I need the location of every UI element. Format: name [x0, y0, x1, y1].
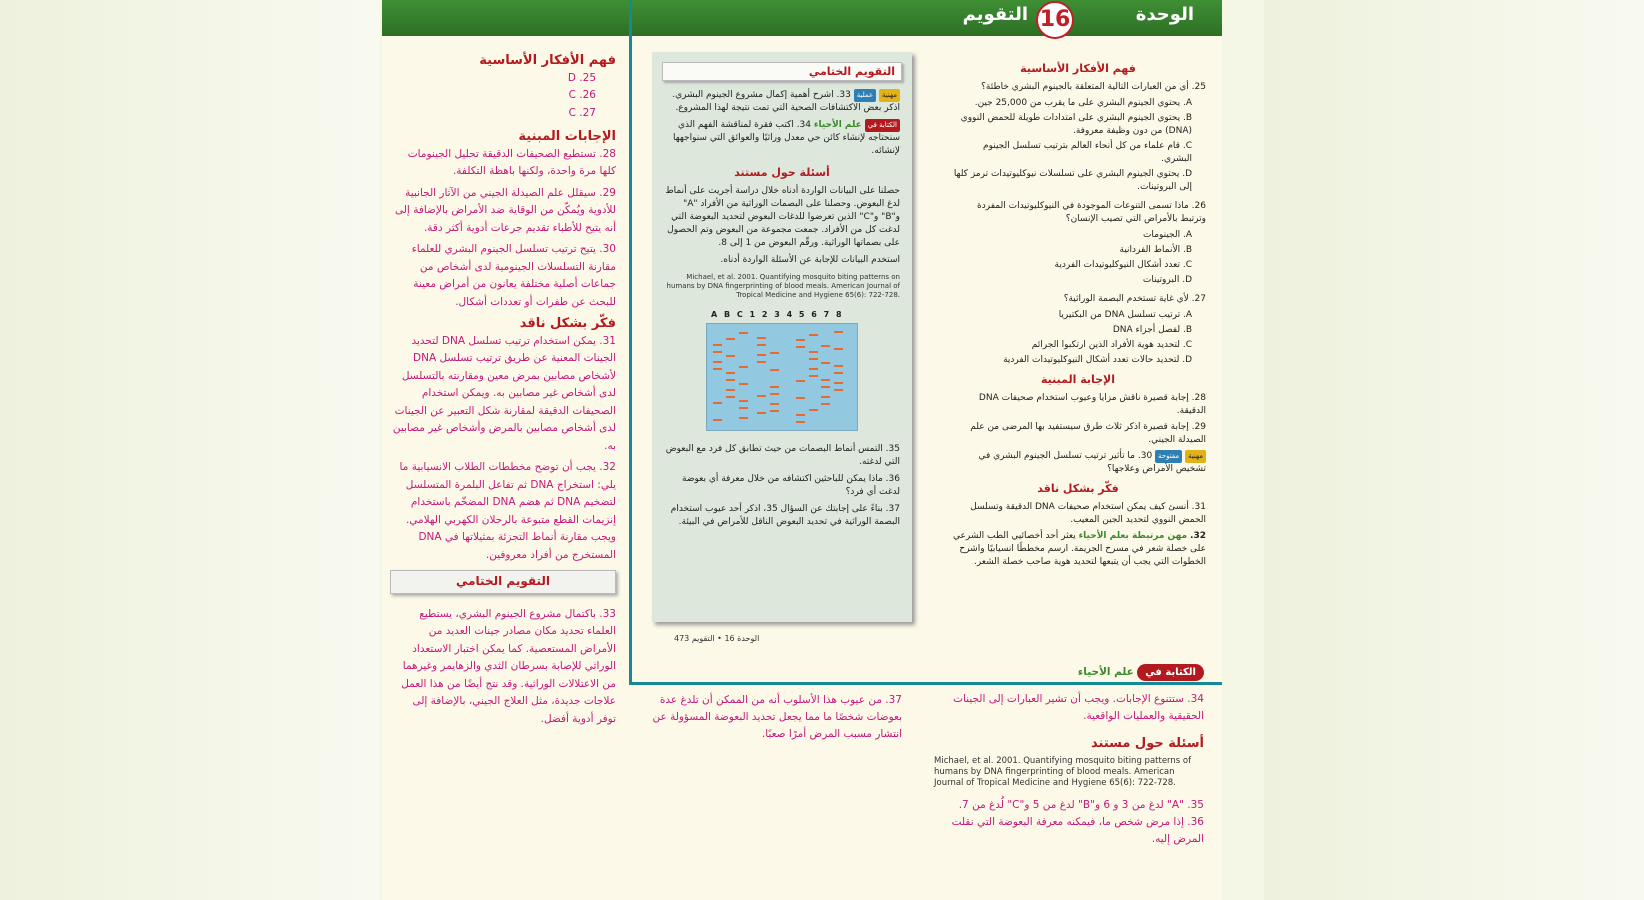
answers-heading-critical: فكّر بشكل ناقد — [519, 316, 616, 331]
questions-heading-critical: فكّر بشكل ناقد — [1037, 482, 1119, 495]
question-30: مهنية مفتوحة 30. ما تأثير ترتيب تسلسل الجينوم البشري في تشخيص الأمراض وعلاجها؟ — [978, 451, 1206, 474]
answer-34: 34. ستتنوع الإجابات. ويجب أن تشير العبارات إلى الجينات الحقيقية والعمليات الواقعية. — [953, 693, 1204, 722]
header-bar — [630, 0, 1222, 36]
gel-band — [726, 389, 735, 391]
gel-band — [796, 421, 805, 423]
gel-band — [739, 400, 748, 402]
option: B. يحتوي الجينوم البشري على امتدادات طويلة للحمض النووي (DNA) من دون وظيفة معروفة. — [960, 113, 1192, 136]
assessment-card — [652, 52, 912, 622]
gel-band — [713, 402, 722, 404]
gel-band — [757, 344, 766, 346]
answer-33: 33. باكتمال مشروع الجينوم البشري، يستطيع العلماء تحديد مكان مصادر جينات العديد من الأمراض المستعصية. كما يمكن اختبار الاستعداد الوراثي للإصابة بسرطان الثدي والزهايمر وغيرهما من الاعتلالات الوراثية. وقد نتج أيضًا من هذا العمل علاجات جديدة، مثل العلاج الجيني، بالإضافة إلى توفر أدوية أفضل. — [401, 607, 616, 725]
option: C. لتحديد هوية الأفراد الذين ارتكبوا الجرائم — [1031, 340, 1192, 350]
option: D. لتحديد حالات تعدد أشكال النيوكليوتيدات الفردية — [1003, 355, 1192, 365]
gel-band — [757, 361, 766, 363]
dbq-title: أسئلة حول مستند — [734, 166, 830, 179]
gel-band — [726, 355, 735, 357]
gel-band — [821, 379, 830, 381]
q34-tag: الكتابة في — [865, 119, 900, 132]
gel-band — [739, 417, 748, 419]
gel-band — [834, 372, 843, 374]
mc-answer: D .25 — [567, 71, 596, 84]
gel-band — [796, 339, 805, 341]
gel-band — [834, 331, 843, 333]
dbq-use: استخدم البيانات للإجابة عن الأسئلة الواردة أدناه. — [720, 255, 900, 265]
answer-29: 29. سيقلل علم الصيدلة الجيني من الآثار الجانبية للأدوية ويُمكّن من الوقاية ضد الأمراض بالإضافة إلى أنه يتيح للأطباء تقديم جرعات أدوية أكثر دقة. — [394, 186, 616, 234]
gel-band — [821, 386, 830, 388]
gel-band — [834, 365, 843, 367]
mc-answer: C .26 — [568, 89, 596, 101]
gel-band — [726, 372, 735, 374]
answer-30: 30. يتيح ترتيب تسلسل الجينوم البشري للعلماء مقارنة التسلسلات الجينومية لدى أشخاص من جماعات أصلية مختلفة يعانون من أمراض معينة للبحث عن طفرات أو تعددات أشكال. — [411, 243, 616, 308]
gel-band — [821, 396, 830, 398]
answer-35: 35. "A" لدغ من 3 و 6 و"B" لدغ من 5 و"C" لُدغ من 7. — [958, 799, 1204, 811]
question-33: مهنية عملية 33. اشرح أهمية إكمال مشروع الجينوم البشري. اذكر بعض الاكتشافات الصحية التي تمت نتيجة لهذا المشروع. — [672, 90, 900, 113]
answer-32: 32. يجب أن توضح مخططات الطلاب الانسيابية ما يلي: استخراج DNA ثم تفاعل البلمرة المتسلسل لتضخيم DNA ثم هضم DNA المضخّم باستخدام إنزيمات القطع متبوعة بالرحلان الكهربي الهلامي. ويجب مقارنة أنماط التجزئة بمثيلاتها في DNA المستخرج من أفراد معروفين. — [399, 461, 616, 561]
question-25: 25. أي من العبارات التالية المتعلقة بالجينوم البشري خاطئة؟ — [981, 82, 1206, 92]
gel-band — [796, 380, 805, 382]
gel-band — [770, 393, 779, 395]
q34-link: علم الأحياء — [813, 120, 862, 130]
gel-lane-labels: A B C 1 2 3 4 5 6 7 8 — [711, 310, 844, 319]
gel-band — [726, 396, 735, 398]
gel-band — [809, 358, 818, 360]
mc-answer: C .27 — [568, 106, 596, 119]
question-37: 37. بناءً على إجابتك عن السؤال 35، اذكر أحد عيوب استخدام البصمة الوراثية في تحديد البعوض الناقل للأمراض في البيئة. — [670, 504, 900, 527]
bottom-answers — [934, 664, 1204, 848]
gel-band — [809, 368, 818, 370]
questions-heading-main-ideas: فهم الأفكار الأساسية — [1020, 62, 1136, 75]
question-29: 29. إجابة قصيرة اذكر ثلاث طرق سيستفيد بها المرضى من علم الصيدلة الجيني. — [970, 422, 1206, 445]
option: B. الأنماط الفردانية — [1119, 245, 1192, 255]
teal-divider-vertical — [629, 0, 632, 684]
gel-band — [739, 332, 748, 334]
q33-tag2: عملية — [854, 89, 876, 102]
question-35: 35. التمس أنماط البصمات من حيث تطابق كل فرد مع البعوض التي لدغته. — [665, 444, 900, 467]
gel-band — [757, 354, 766, 356]
gel-band — [770, 352, 779, 354]
page-footer: الوحدة 16 • التقويم 473 — [674, 634, 760, 643]
dbq-text: حصلنا على البيانات الواردة أدناه خلال دراسة أجريت على أنماط لدغ البعوض. وحصلنا على البصمات الوراثية من الأفراد "A" و"B" و"C" الذين تعرضوا للدغات البعوض لتحديد البعوضة التي لدغت كل من الأفراد. جمعت مجموعة من البعوض وتم الحصول على بصماتها الوراثية. ورقّم البعوض من 1 إلى 8. — [665, 186, 900, 248]
gel-band — [770, 410, 779, 412]
dbq-citation: Michael, et al. 2001. Quantifying mosquito biting patterns on humans by DNA fingerprinting of blood meals. American Journal of Tropical Medicine and Hygiene 65(6): 722-728. — [666, 273, 900, 299]
questions-column — [950, 56, 1206, 572]
answers-heading-constructed: الإجابات المبنية — [518, 129, 616, 144]
gel-band — [821, 403, 830, 405]
question-31: 31. أنسئ كيف يمكن استخدام صحيفات DNA الدقيقة وتسلسل الحمض النووي لتحديد الجين المعيب. — [970, 502, 1206, 525]
gel-band — [796, 346, 805, 348]
gel-band — [809, 409, 818, 411]
bottom-citation: Michael, et al. 2001. Quantifying mosquito biting patterns of humans by DNA fingerprinting of blood meals. American Journal of Tropical Medicine and Hygiene 65(6): 722-728. — [934, 756, 1192, 788]
gel-band — [834, 389, 843, 391]
unit-label: الوحدة — [1135, 4, 1194, 25]
final-assessment-tab: التقويم الختامي — [390, 570, 616, 594]
answer-36: 36. إذا مرض شخص ما، فيمكنه معرفة البعوضة التي نقلت المرض إليه. — [951, 816, 1204, 845]
writing-pill: الكتابة في — [1137, 664, 1204, 681]
gel-band — [713, 361, 722, 363]
unit-number-badge: 16 — [1036, 1, 1074, 39]
option: A. ترتيب تسلسل DNA من البكتيريا — [1058, 310, 1192, 320]
gel-band — [739, 366, 748, 368]
bottom-dbq-title: أسئلة حول مستند — [1091, 736, 1204, 751]
gel-band — [796, 414, 805, 416]
gel-band — [757, 337, 766, 339]
question-32: 32. مهن مرتبطة بعلم الأحياء يعثر أحد أخصائيي الطب الشرعي على خصلة شعر في مسرح الجريمة. ارسم مخططًا انسيابيًا واشرح الخطوات التي يجب أن يتبعها لتحديد هوية صاحب خصلة الشعر. — [953, 531, 1206, 567]
gel-band — [726, 379, 735, 381]
unit-title: التقويم — [962, 4, 1028, 25]
gel-band — [713, 351, 722, 353]
question-28: 28. إجابة قصيرة ناقش مزايا وعيوب استخدام صحيفات DNA الدقيقة. — [978, 393, 1206, 416]
q33-tag: مهنية — [879, 89, 900, 102]
gel-band — [713, 344, 722, 346]
gel-band — [770, 369, 779, 371]
gel-band — [770, 403, 779, 405]
questions-heading-constructed: الإجابة المبنية — [1040, 373, 1116, 386]
dna-gel-image — [706, 323, 858, 431]
answers-heading-main-ideas: فهم الأفكار الأساسية — [479, 53, 616, 68]
careers-link: مهن مرتبطة بعلم الأحياء — [1078, 531, 1188, 541]
q30-tag2: مفتوحة — [1155, 450, 1182, 463]
gel-band — [739, 407, 748, 409]
textbook-page — [382, 0, 1222, 900]
question-26: 26. ماذا تسمى التنوعات الموجودة في النيوكليوتيدات المفردة وترتبط بالأمراض التي تصيب الإنسان؟ — [977, 201, 1206, 224]
option: D. يحتوي الجينوم البشري على تسلسلات نيوكليوتيدات ترمز كلها إلى البروتينات. — [953, 169, 1192, 192]
biology-label: علم الأحياء — [1077, 666, 1134, 678]
question-34: الكتابة في علم الأحياء 34. اكتب فقرة لمناقشة الفهم الذي سنحتاجه لإنشاء كائن حي معدل وراثيًا والعوائق التي سنواجهها لإنشائه. — [672, 120, 900, 156]
gel-band — [834, 382, 843, 384]
option: A. الجينومات — [1142, 230, 1192, 240]
gel-band — [821, 345, 830, 347]
gel-band — [739, 383, 748, 385]
gel-band — [726, 338, 735, 340]
answer-28: 28. تستطيع الصحيفات الدقيقة تحليل الجينومات كلها مرة واحدة، ولكنها باهظة التكلفة. — [407, 147, 616, 177]
option: C. تعدد أشكال النيوكليوتيدات الفردية — [1054, 260, 1192, 270]
answer-37: 37. من عيوب هذا الأسلوب أنه من الممكن أن تلدغ عدة بعوضات شخصًا ما مما يجعل تحديد البعوضة المسؤولة عن انتشار مسبب المرض أمرًا صعبًا. — [652, 694, 902, 740]
answer-31: 31. يمكن استخدام ترتيب تسلسل DNA لتحديد الجينات المعنية عن طريق ترتيب تسلسل DNA لأشخاص مصابين بمرض معين ومقارنته بالتسلسل لدى أشخاص غير مصابين به. ويمكن استخدام الصحيفات الدقيقة لمقارنة شكل التعبير عن الجينات لدى أشخاص مصابين بالمرض وأشخاص غير مصابين به. — [392, 334, 616, 452]
answer-column — [390, 52, 616, 732]
gel-band — [713, 368, 722, 370]
option: A. يحتوي الجينوم البشري على ما يقرب من 25,000 جين. — [974, 98, 1192, 108]
header-bar-left — [382, 0, 630, 36]
gel-band — [809, 375, 818, 377]
option: C. قام علماء من كل أنحاء العالم بترتيب تسلسل الجينوم البشري. — [983, 141, 1192, 164]
gel-band — [834, 348, 843, 350]
gel-band — [809, 351, 818, 353]
question-36: 36. ماذا يمكن للباحثين اكتشافه من خلال معرفة أي بعوضة لدغت أي فرد؟ — [682, 474, 900, 497]
gel-band — [809, 334, 818, 336]
q30-tag: مهنية — [1185, 450, 1206, 463]
gel-band — [713, 419, 722, 421]
gel-band — [770, 386, 779, 388]
gel-band — [757, 412, 766, 414]
card-tab: التقويم الختامي — [662, 62, 902, 81]
question-27: 27. لأي غاية تستخدم البصمة الوراثية؟ — [1063, 294, 1206, 304]
option: B. لفصل أجزاء DNA — [1112, 325, 1192, 335]
option: D. البروتينات — [1142, 275, 1192, 285]
gel-band — [796, 397, 805, 399]
gel-band — [757, 395, 766, 397]
gel-band — [821, 362, 830, 364]
